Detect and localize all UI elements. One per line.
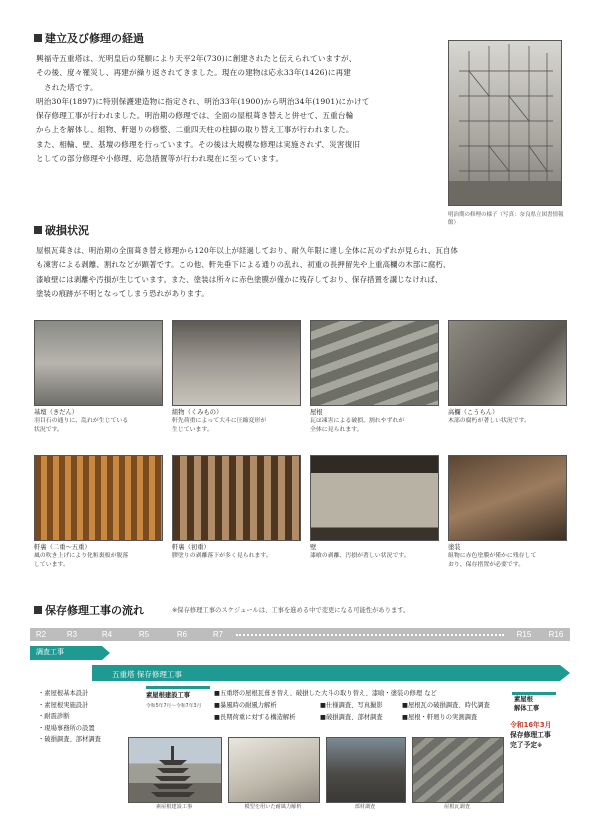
repair-work-list bbox=[214, 688, 437, 700]
photo-koran bbox=[448, 320, 567, 406]
year-label: R2 bbox=[35, 630, 47, 639]
damage-item-desc: 木部の腐朽が著しい状況です。 bbox=[448, 418, 530, 424]
suyane-build-period: 令和5年7月〜令和7年3月 bbox=[146, 704, 202, 709]
square-bullet-icon bbox=[34, 606, 42, 614]
damage-item-desc: しています。 bbox=[34, 562, 69, 568]
list-item: ・現場事務所の設置 bbox=[38, 724, 95, 732]
repair-bar-label: 五重塔 保存修理工事 bbox=[112, 670, 182, 679]
survey-list bbox=[320, 700, 383, 723]
completion-date: 令和16年3月 bbox=[510, 721, 552, 729]
photo-roof-tile-survey bbox=[412, 737, 504, 803]
photo-caption: 素屋根建設工事 bbox=[155, 804, 193, 810]
damage-item-painting bbox=[448, 543, 573, 570]
completion-line: 完了予定※ bbox=[510, 741, 543, 749]
photo-kidan bbox=[34, 320, 163, 406]
photo-nokiura-first bbox=[172, 455, 301, 541]
damage-item-nokiura-upper bbox=[34, 543, 164, 570]
list-item: ・耐震診断 bbox=[38, 713, 70, 720]
damage-line: 屋根瓦葺きは、明治期の全面葺き替え修理から120年以上が経過しており、耐久年限に達し全体に瓦のずれが見られ、瓦自体 bbox=[36, 246, 459, 255]
photo-nokiura-upper bbox=[34, 455, 163, 541]
damage-item-desc: 組物に赤色塗膜が僅かに残存して bbox=[448, 553, 537, 559]
history-line: 明治30年(1897)に特別保護建造物に指定され、明治33年(1900)から明治34年(1901)にかけて bbox=[36, 96, 370, 106]
survey-bar-label: 調査工事 bbox=[36, 648, 64, 656]
damage-line: 塗装の痕跡が不明となってしまう恐れがあります。 bbox=[36, 288, 209, 298]
photo-caption: 部材調査 bbox=[354, 804, 376, 810]
year-label: R6 bbox=[176, 630, 188, 639]
pagoda-silhouette-illustration bbox=[129, 738, 221, 802]
damage-item-kumimono bbox=[172, 408, 302, 435]
year-label: R7 bbox=[212, 630, 224, 639]
damage-item-desc: 漆喰の剥離、汚損が著しい状況です。 bbox=[310, 553, 410, 559]
damage-item-desc: 状況です。 bbox=[34, 427, 63, 433]
history-line: 興福寺五重塔は、光明皇后の発願により天平2年(730)に創建されたと伝えられていますが、 bbox=[36, 54, 357, 63]
completion-line: 保存修理工事 bbox=[510, 731, 551, 739]
year-label: R15 bbox=[516, 630, 532, 639]
damage-item-title: 塗装 bbox=[448, 544, 461, 551]
list-item: ■暴風時の耐風力解析 bbox=[214, 702, 277, 709]
damage-item-wall bbox=[310, 543, 440, 561]
damage-item-nokiura-first bbox=[172, 543, 302, 561]
list-item: ■五重塔の屋根瓦葺き替え、破損した大斗の取り替え、漆喰・塗装の修理 など bbox=[214, 690, 437, 697]
section-heading-history: 建立及び修理の経過 bbox=[34, 30, 144, 46]
meiji-repair-photo bbox=[448, 40, 562, 206]
dismantle-label bbox=[514, 695, 539, 713]
dismantle-line: 素屋根 bbox=[514, 696, 533, 703]
year-label: R16 bbox=[548, 630, 564, 639]
completion-note bbox=[510, 720, 551, 751]
damage-item-roof bbox=[310, 408, 440, 435]
roof-survey-list bbox=[402, 700, 490, 723]
year-label: R3 bbox=[66, 630, 78, 639]
photo-caption: 模型を用いた耐風力解析 bbox=[244, 804, 302, 810]
suyane-build-bar bbox=[146, 686, 210, 689]
damage-item-title: 高欄（こうらん） bbox=[448, 409, 499, 416]
damage-line: も凍害による剥離、割れなどが顕著です。この他、軒先垂下による通りの乱れ、初重の長押留先や上重高欄の木部に腐朽、 bbox=[36, 260, 451, 270]
damage-line: 漆喰壁には剥離や汚損が生じています。また、塗装は所々に赤色塗膜が僅かに残存しており、保存措置を講じなければ、 bbox=[36, 274, 443, 284]
damage-item-kidan bbox=[34, 408, 164, 435]
schedule-note: ※保存修理工事のスケジュールは、工事を進める中で変更になる可能性があります。 bbox=[172, 607, 410, 614]
damage-item-koran bbox=[448, 408, 568, 426]
list-item: ■長期荷重に対する構造解析 bbox=[214, 713, 296, 721]
damage-item-desc: 瓦は凍害による破損、割れやずれが bbox=[310, 418, 405, 424]
square-bullet-icon bbox=[34, 226, 42, 234]
photo-painting bbox=[448, 455, 567, 541]
photo-wind-model bbox=[228, 737, 320, 803]
square-bullet-icon bbox=[34, 34, 42, 42]
damage-item-desc: おり、保存措置が必要です。 bbox=[448, 562, 525, 568]
meiji-photo-caption: 明治期の修理の様子（写真：奈良県立図書情報館） bbox=[448, 212, 564, 226]
year-label: R5 bbox=[138, 630, 150, 639]
history-line: としての部分修理や小修理、応急措置等が行われ現在に至っています。 bbox=[36, 154, 284, 164]
schedule-bars bbox=[30, 646, 575, 686]
history-text bbox=[36, 52, 446, 166]
damage-item-title: 基壇（きだん） bbox=[34, 409, 79, 416]
photo-suyane-construction bbox=[128, 737, 222, 803]
preparation-list bbox=[38, 688, 101, 746]
photo-member-survey bbox=[326, 737, 406, 803]
damage-item-desc: 軒先荷重によって大斗に圧縮変形が bbox=[172, 418, 267, 424]
list-item: ・破損調査、部材調査 bbox=[38, 736, 101, 743]
photo-wall bbox=[310, 455, 439, 541]
history-line: から上を解体し、組物、軒廻りの修整、二重四天柱の柱脚の取り替え工事が行われました。 bbox=[36, 125, 354, 135]
list-item: ■仕様調査、写真撮影 bbox=[320, 702, 383, 709]
list-item: ■屋根・軒廻りの実測調査 bbox=[402, 713, 478, 721]
year-label: R4 bbox=[101, 630, 113, 639]
list-item: ・素屋根実施設計 bbox=[38, 701, 89, 709]
damage-item-title: 軒裏（初重） bbox=[172, 544, 210, 551]
analysis-list bbox=[214, 700, 296, 723]
damage-item-desc: 羽目石の通りに、乱れが生じている bbox=[34, 418, 129, 424]
damage-item-desc: 全体に見られます。 bbox=[310, 427, 363, 433]
photo-caption: 屋根瓦調査 bbox=[444, 804, 470, 810]
damage-item-title: 組物（くみもの） bbox=[172, 409, 223, 416]
damage-item-desc: 風の吹き上げにより化粧裏板が脱落 bbox=[34, 553, 129, 559]
history-line: その後、度々罹災し、再建が繰り返されてきました。現在の建物は応永33年(1426)に再建 bbox=[36, 68, 351, 78]
list-item: ■屋根瓦の破損調査、時代調査 bbox=[402, 702, 490, 709]
damage-item-title: 屋根 bbox=[310, 409, 323, 416]
history-line: また、相輪、壁、基壇の修理を行っています。その後は大規模な修理は実施されず、災害復旧 bbox=[36, 139, 361, 149]
photo-kumimono bbox=[172, 320, 301, 406]
damage-item-title: 壁 bbox=[310, 544, 317, 551]
suyane-build-label: 素屋根建設工事 bbox=[146, 692, 191, 699]
photo-roof bbox=[310, 320, 439, 406]
damage-item-desc: 生じています。 bbox=[172, 427, 213, 433]
damage-item-desc: 膠塗りの剥離落下が多く見られます。 bbox=[172, 553, 272, 559]
list-item: ・素屋根基本設計 bbox=[38, 690, 89, 697]
damage-text bbox=[36, 244, 566, 301]
list-item: ■破損調査、部材調査 bbox=[320, 713, 383, 721]
section-heading-damage: 破損状況 bbox=[34, 222, 89, 238]
history-line: された塔です。 bbox=[44, 82, 98, 92]
section-heading-flow: 保存修理工事の流れ bbox=[34, 602, 144, 618]
timeline-gap-dots bbox=[236, 634, 504, 636]
damage-item-title: 軒裏（二重〜五重） bbox=[34, 544, 91, 551]
dismantle-line: 解体工事 bbox=[514, 705, 540, 712]
history-line: 保存修理工事が行われました。明治期の修理では、全面の屋根葺き替えと併せて、五重台輪 bbox=[36, 111, 354, 121]
scaffold-pagoda-illustration bbox=[449, 41, 561, 205]
